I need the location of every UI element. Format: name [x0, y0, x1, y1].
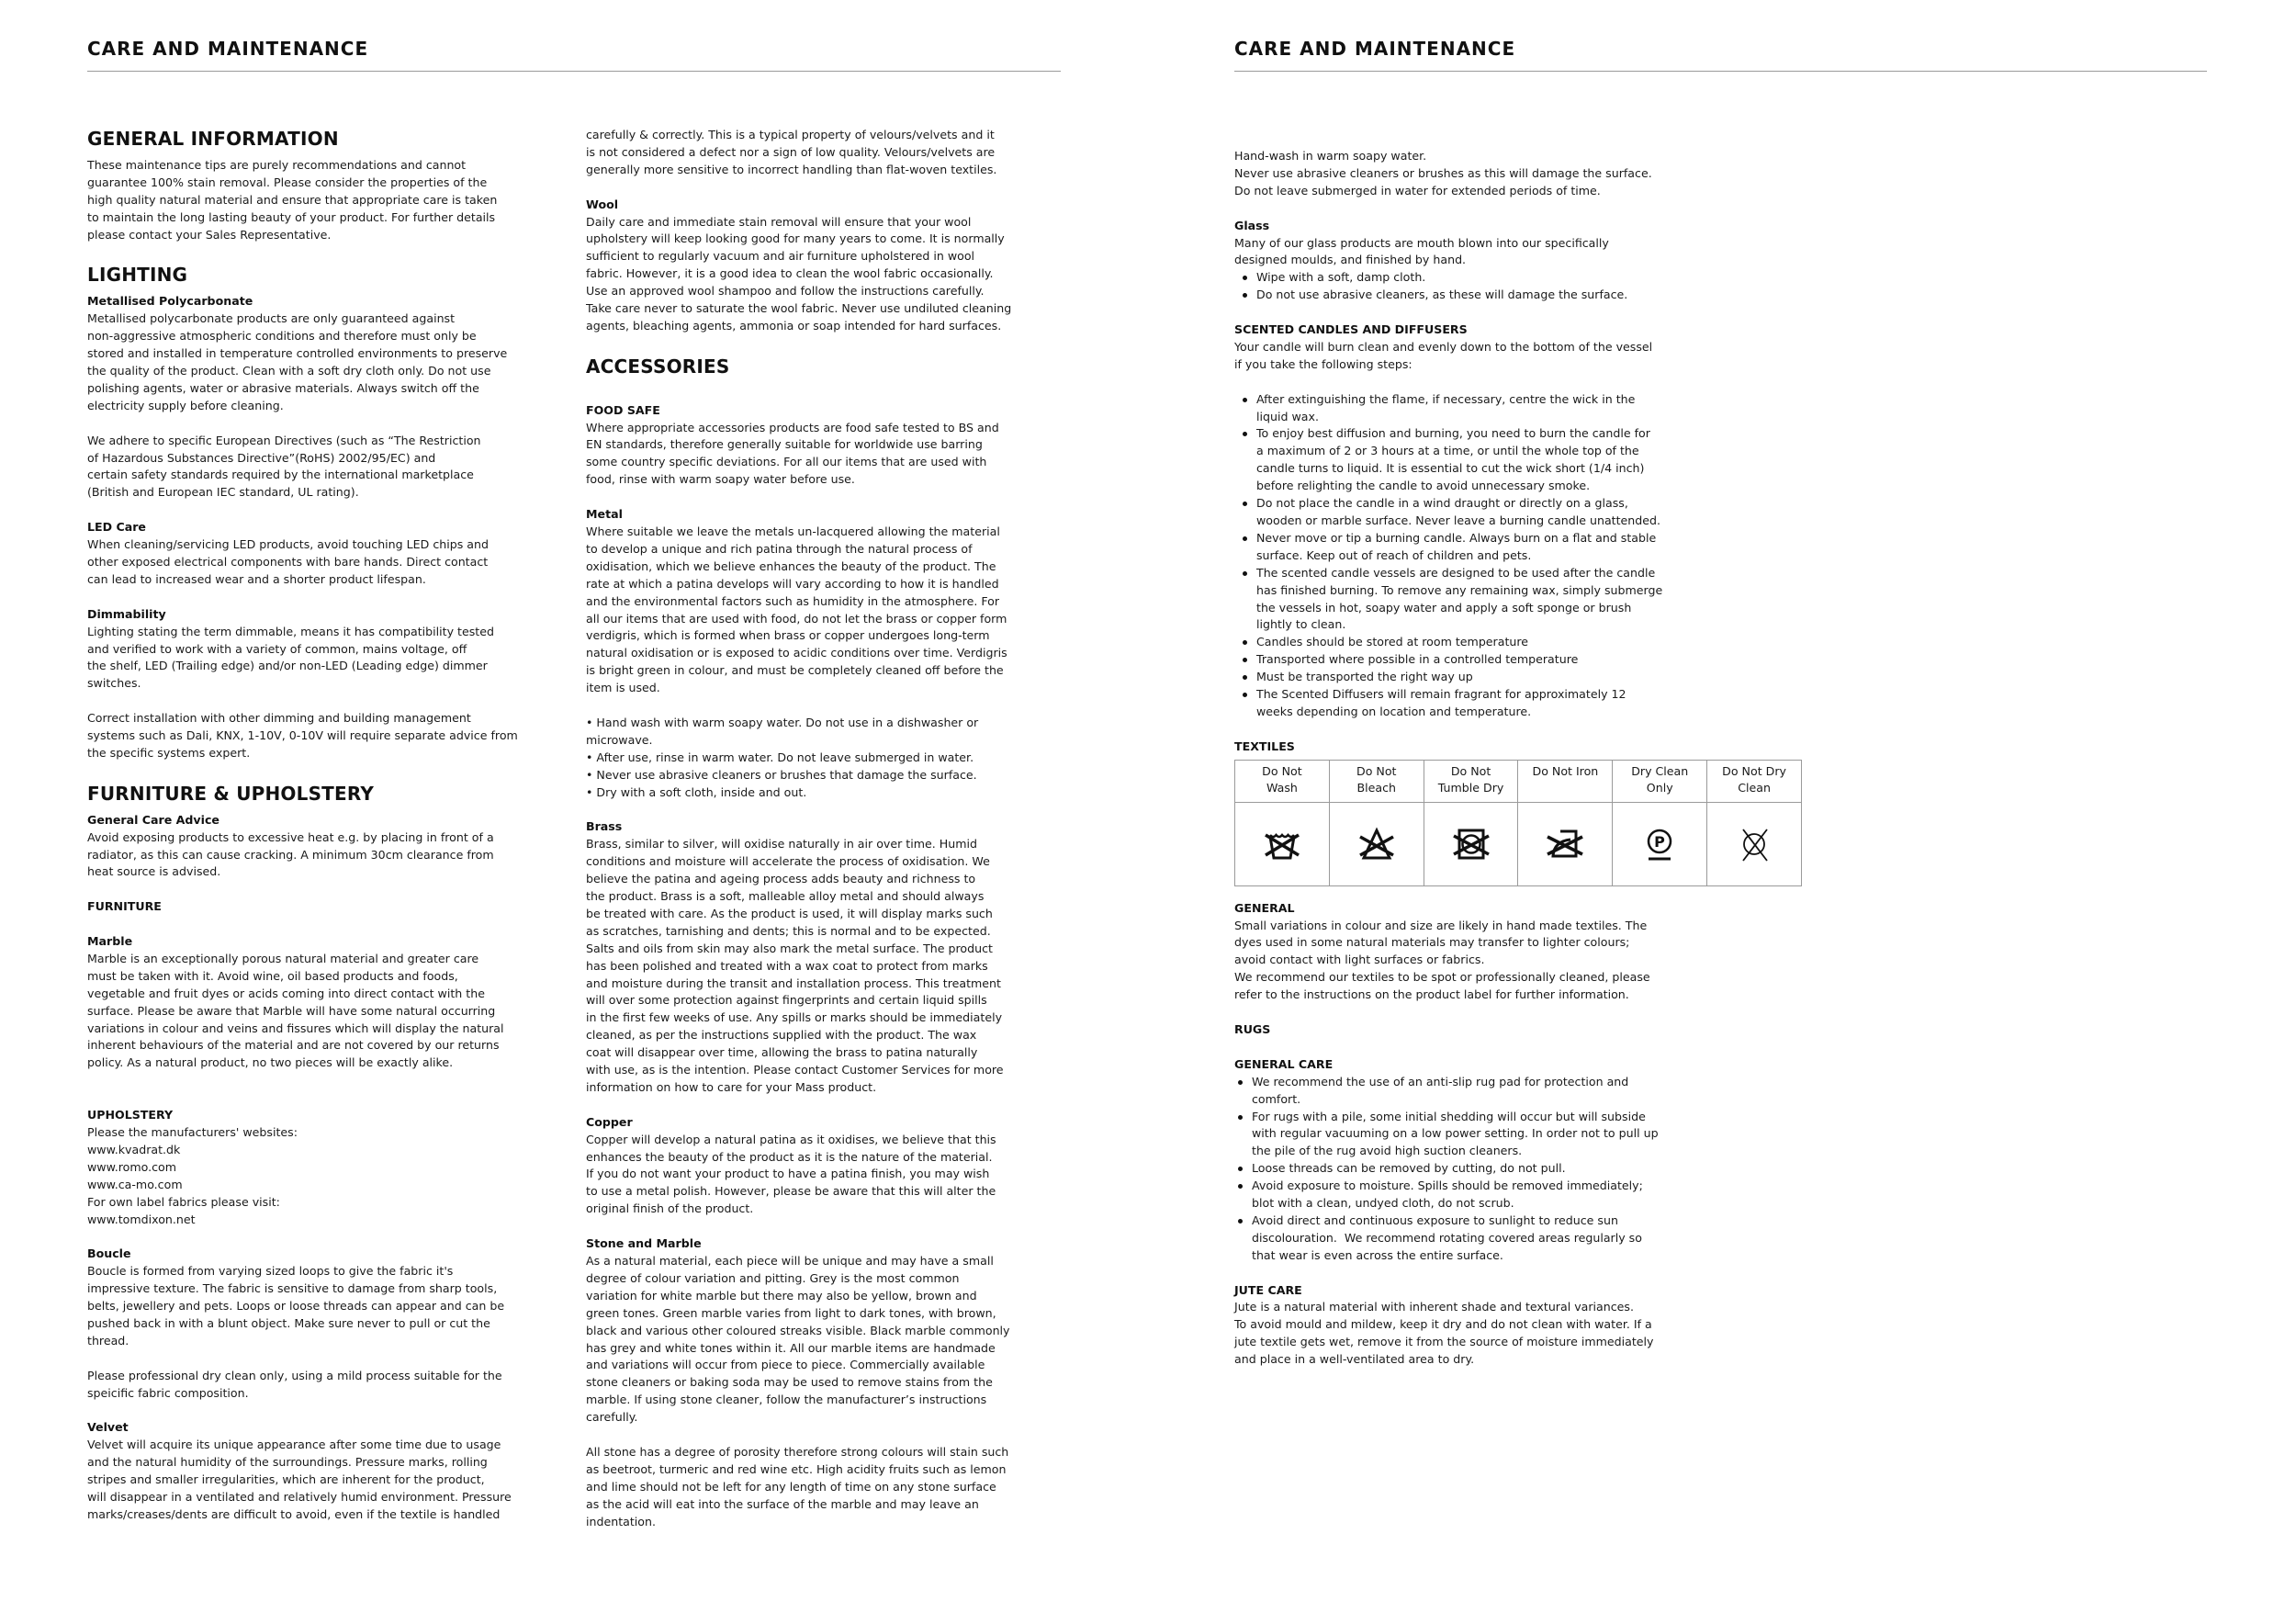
paragraph: All stone has a degree of porosity therefore strong colours will stain such as beetroot, turmeric and red wine etc. High acidity fruits such as lemon and lime should not be left for any length of time on any stone surface as the acid will eat into the surface of the marble and may leave an indentation. [586, 1444, 1009, 1528]
right-column [1234, 148, 1822, 1386]
spacer [87, 1089, 583, 1107]
bullet-icon [1238, 1167, 1243, 1171]
paragraph: Brass, similar to silver, will oxidise naturally in air over time. Humid conditions and moisture will accelerate the process of oxidisation. We believe the patina and ageing process adds beauty and richness to the product. Brass is a soft, malleable alloy metal and should always be treated with care. As the product is used, it will display marks such as scratches, tarnishing and dents; this is normal and to be expected. Salts and oils from skin may also mark the metal surface. The product has been polished and treated with a wax coat to protect from marks and moisture during the transit and installation process. This treatment will over some protection against fingerprints and certain liquid spills in the first few weeks of use. Any spills or marks should be immediately cleaned, as per the instructions supplied with the product. The wax coat will disappear over time, allowing the brass to patina naturally with use, as is the intention. Please contact Customer Services for more information on how to care for your Mass product. [586, 837, 1004, 1094]
header-divider [1234, 71, 2207, 72]
list-item [1234, 1109, 1822, 1161]
bullet-icon [1238, 1115, 1243, 1120]
subsection-heading: Metal [586, 507, 623, 522]
paragraph: Hand-wash in warm soapy water. Never use abrasive cleaners or brushes as this will damage the surface. Do not leave submerged in water for extended periods of time. [1234, 149, 1652, 197]
paragraph: Where suitable we leave the metals un-lacquered allowing the material to develop a unique and rich patina through the natural process of oxidisation, which we believe enhances the beauty of the product. The rate at which a patina develops will vary according to how it is handled and the environmental factors such as humidity in the atmosphere. For all our items that are used with food, do not let the brass or copper form verdigris, which is formed when brass or copper undergoes long-term natural oxidisation or is exposed to acidic conditions over time. Verdigris is bright green in colour, and must be completely cleaned off before the item is used. [586, 524, 1007, 695]
do-not-wash-icon [1235, 821, 1329, 867]
paragraph: These maintenance tips are purely recommendations and cannot guarantee 100% stain removal. Please consider the properties of the high quality natural material and ensure that appropriate care is taken to maintain the long lasting beauty of your product. For further details please contact your Sales Representative. [87, 158, 498, 242]
subsection-heading: Dimmability [87, 606, 166, 621]
section-heading: GENERAL INFORMATION [87, 128, 339, 150]
list-item-text: The Scented Diffusers will remain fragrant for approximately 12 weeks depending on location and temperature. [1256, 687, 1626, 718]
paragraph: Copper will develop a natural patina as it oxidises, we believe that this enhances the beauty of the product as it is the nature of the material. If you do not want your product to have a patina finish, you may wish to use a metal polish. However, please be aware that this will alter the original finish of the product. [586, 1132, 996, 1216]
list-item [1234, 651, 1822, 669]
list-item-text: Loose threads can be removed by cutting, do not pull. [1252, 1161, 1566, 1176]
paragraph: Please the manufacturers' websites: www.kvadrat.dk www.romo.com www.ca-mo.com For own label fabrics please visit: www.tomdixon.net [87, 1124, 298, 1226]
subsection-heading: Marble [87, 934, 133, 949]
spacer [1234, 1039, 1822, 1056]
bullet-icon [1243, 293, 1247, 298]
list-item [1234, 669, 1822, 686]
paragraph: Metallised polycarbonate products are only guaranteed against non-aggressive atmospheric conditions and therefore must only be stored and installed in temperature controlled environments to preserve the quality of the product. Clean with a soft dry cloth only. Do not use polishing agents, water or abrasive materials. Always switch off the electricity supply before cleaning. [87, 311, 508, 412]
bullet-list [1234, 391, 1822, 721]
subsection-heading: TEXTILES [1234, 739, 1295, 753]
paragraph: Daily care and immediate stain removal will ensure that your wool upholstery will keep looking good for many years to come. It is normally sufficient to regularly vacuum and air furniture upholstered in wool fabric. However, it is a good idea to clean the wool fabric occasionally. Use an approved wool shampoo and follow the instructions carefully. Take care never to saturate the wool fabric. Never use undiluted cleaning agents, bleaching agents, ammonia or soap intended for hard surfaces. [586, 214, 1012, 333]
subsection-heading: GENERAL CARE [1234, 1056, 1334, 1071]
care-label: Do Not Tumble Dry [1424, 760, 1518, 802]
paragraph: Correct installation with other dimming and building management systems such as Dali, KNX, 1-10V, 0-10V will require separate advice from the specific systems expert. [87, 711, 518, 760]
do-not-bleach-icon [1330, 821, 1424, 867]
bullet-icon [1238, 1080, 1243, 1085]
care-label: Dry Clean Only [1613, 760, 1707, 802]
svg-text:P: P [1654, 832, 1666, 851]
bullet-icon [1243, 398, 1247, 402]
list-item-text: Transported where possible in a controlled temperature [1256, 652, 1579, 667]
dry-clean-only-icon [1613, 821, 1706, 867]
care-symbols-table [1234, 760, 1802, 886]
list-item-text: Avoid direct and continuous exposure to sunlight to reduce sun discolouration. We recommend rotating covered areas regularly so that wear is even across the entire surface. [1252, 1212, 1642, 1262]
bullet-icon [1243, 276, 1247, 280]
page-header: CARE AND MAINTENANCE [1234, 38, 1516, 60]
paragraph: Your candle will burn clean and evenly down to the bottom of the vessel if you take the following steps: [1234, 339, 1653, 371]
list-item [1234, 425, 1822, 495]
paragraph: Where appropriate accessories products are food safe tested to BS and EN standards, therefore generally suitable for worldwide use barring some country specific deviations. For all our items that are used with food, rinse with warm soapy water before use. [586, 420, 999, 487]
section-heading: ACCESSORIES [586, 355, 730, 378]
list-item-text: Do not use abrasive cleaners, as these will damage the surface. [1256, 288, 1628, 302]
care-symbol-cell [1518, 802, 1613, 885]
paragraph: Please professional dry clean only, using a mild process suitable for the speicific fabric composition. [87, 1368, 502, 1400]
bullet-icon [1243, 640, 1247, 645]
list-item-text: Never move or tip a burning candle. Always burn on a flat and stable surface. Keep out of reach of children and pets. [1256, 530, 1657, 562]
bullet-icon [1238, 1219, 1243, 1224]
list-item-text: We recommend the use of an anti-slip rug pad for protection and comfort. [1252, 1074, 1629, 1106]
list-item-text: Wipe with a soft, damp cloth. [1256, 270, 1426, 285]
list-item-text: Avoid exposure to moisture. Spills should be removed immediately; blot with a clean, undyed cloth, do not scrub. [1252, 1179, 1643, 1211]
subsection-heading: SCENTED CANDLES AND DIFFUSERS [1234, 322, 1468, 337]
list-item [1234, 269, 1822, 287]
bullet-icon [1243, 536, 1247, 541]
subsection-heading: Copper [586, 1114, 633, 1129]
bullet-icon [1243, 658, 1247, 662]
list-item [1234, 1160, 1822, 1178]
spacer [586, 385, 1082, 402]
subsection-heading: Velvet [87, 1420, 129, 1435]
paragraph: carefully & correctly. This is a typical property of velours/velvets and it is not considered a defect nor a sign of low quality. Velours/velvets are generally more sensitive to incorrect handling than flat-woven textiles. [586, 128, 997, 176]
paragraph: When cleaning/servicing LED products, avoid touching LED chips and other exposed electrical components with bare hands. Direct contact can lead to increased wear and a shorter product lifespan. [87, 537, 489, 586]
page-header: CARE AND MAINTENANCE [87, 38, 369, 60]
care-label: Do Not Dry Clean [1707, 760, 1802, 802]
list-item-text: For rugs with a pile, some initial shedding will occur but will subside with regular vacuuming on a low power setting. In order not to pull up the pile of the rug avoid high suction cleaners. [1252, 1109, 1659, 1158]
subsection-heading: JUTE CARE [1234, 1282, 1302, 1297]
subsection-heading: RUGS [1234, 1021, 1271, 1036]
section-heading: LIGHTING [87, 264, 188, 287]
list-item [1234, 565, 1822, 635]
paragraph: We adhere to specific European Directives (such as “The Restriction of Hazardous Substances Directive”(RoHS) 2002/95/EC) and certain safety standards required by the international marketplace (British and European IEC standard, UL rating). [87, 433, 481, 500]
bullet-list [1234, 1074, 1822, 1265]
list-item-text: After extinguishing the flame, if necessary, centre the wick in the liquid wax. [1256, 391, 1636, 423]
care-symbol-cell [1424, 802, 1518, 885]
list-item [1234, 1178, 1822, 1212]
bullet-icon [1243, 432, 1247, 436]
paragraph: Marble is an exceptionally porous natural material and greater care must be taken with it. Avoid wine, oil based products and foods, vegetable and fruit dyes or acids coming into direct contact with the surface. Please be aware that Marble will have some natural occurring variations in colour and veins and fissures which will display the natural inherent behaviours of the material and are not covered by our returns policy. As a natural product, no two pieces will be exactly alike. [87, 951, 504, 1070]
list-item-text: To enjoy best diffusion and burning, you need to burn the candle for a maximum of 2 or 3 hours at a time, or until the whole top of the candle turns to liquid. It is essential to cut the wick short (1/4 inch) before relighting the candle to avoid unnecessary smoke. [1256, 426, 1650, 493]
paragraph: Lighting stating the term dimmable, means it has compatibility tested and verified to work with a variety of common, mains voltage, off the shelf, LED (Trailing edge) and/or non-LED (Leading edge) dimmer switches. [87, 624, 494, 691]
list-item [1234, 686, 1822, 721]
do-not-tumble-dry-icon [1424, 821, 1518, 867]
list-item-text: Candles should be stored at room temperature [1256, 635, 1529, 649]
bullet-icon [1238, 1184, 1243, 1189]
do-not-iron-icon [1518, 821, 1612, 867]
list-item [1234, 530, 1822, 565]
paragraph: Velvet will acquire its unique appearance after some time due to usage and the natural humidity of the surroundings. Pressure marks, rolling stripes and smaller irregularities, which are inherent for the product, will disappear in a ventilated and relatively humid environment. Pressure marks/creases/dents are difficult to avoid, even if the textile is handled [87, 1438, 512, 1521]
care-icons-row [1235, 802, 1802, 885]
subsection-heading: Boucle [87, 1246, 131, 1261]
care-label: Do Not Bleach [1329, 760, 1424, 802]
list-item-text: The scented candle vessels are designed to be used after the candle has finished burning. To remove any remaining wax, simply submerge the vessels in hot, soapy water and apply a soft sponge or brush lightly to clean. [1256, 565, 1663, 632]
paragraph: As a natural material, each piece will be unique and may have a small degree of colour variation and pitting. Grey is the most common variation for white marble but there may also be yellow, brown and green tones. Green marble varies from light to dark tones, with brown, black and various other coloured streaks visible. Black marble commonly has grey and white tones within it. All our marble items are handmade and variations will occur from piece to piece. Commercially available stone cleaners or baking soda may be used to remove stains from the marble. If using stone cleaner, follow the manufacturer’s instructions carefully. [586, 1253, 1010, 1425]
bullet-list [1234, 269, 1822, 304]
paragraph: Jute is a natural material with inherent shade and textural variances. To avoid mould and mildew, keep it dry and do not clean with water. If a jute textile gets wet, remove it from the source of moisture immediately and place in a well-ventilated area to dry. [1234, 1300, 1654, 1367]
paragraph: Small variations in colour and size are likely in hand made textiles. The dyes used in some natural materials may transfer to lighter colours; avoid contact with light surfaces or fabrics. We recommend our textiles to be spot or professionally cleaned, please refer to the instructions on the product label for further information. [1234, 918, 1650, 1002]
list-item [1234, 391, 1822, 426]
bullet-icon [1243, 502, 1247, 506]
subsection-heading: Brass [586, 819, 623, 834]
care-symbol-cell [1707, 802, 1802, 885]
paragraph: Many of our glass products are mouth blown into our specifically designed moulds, and finished by hand. [1234, 235, 1609, 267]
middle-column [586, 127, 1082, 1548]
care-labels-row [1235, 760, 1802, 802]
subsection-heading: Metallised Polycarbonate [87, 294, 253, 309]
care-label: Do Not Iron [1518, 760, 1613, 802]
paragraph: • Hand wash with warm soapy water. Do not use in a dishwasher or microwave. • After use, rinse in warm water. Do not leave submerged in water. • Never use abrasive cleaners or brushes that damage the surface. • Dry with a soft cloth, inside and out. [586, 715, 979, 799]
subsection-heading: UPHOLSTERY [87, 1108, 174, 1122]
care-label: Do Not Wash [1235, 760, 1330, 802]
header-divider [87, 71, 1061, 72]
bullet-icon [1243, 571, 1247, 576]
subsection-heading: General Care Advice [87, 812, 219, 827]
list-item-text: Must be transported the right way up [1256, 670, 1473, 684]
bullet-icon [1243, 675, 1247, 680]
subsection-heading: FURNITURE [87, 899, 162, 914]
paragraph: Avoid exposing products to excessive heat e.g. by placing in front of a radiator, as this can cause cracking. A minimum 30cm clearance from heat source is advised. [87, 829, 494, 879]
list-item [1234, 287, 1822, 304]
subsection-heading: Glass [1234, 218, 1270, 232]
subsection-heading: FOOD SAFE [586, 402, 660, 417]
spacer [87, 916, 583, 933]
section-heading: FURNITURE & UPHOLSTERY [87, 782, 375, 805]
subsection-heading: GENERAL [1234, 900, 1295, 915]
paragraph: Boucle is formed from varying sized loops to give the fabric it's impressive texture. The fabric is sensitive to damage from sharp tools, belts, jewellery and pets. Loops or loose threads can appear and can be pushed back in with a blunt object. Make sure never to pull or cut the thread. [87, 1264, 505, 1348]
care-symbol-cell [1613, 802, 1707, 885]
care-symbol-cell [1235, 802, 1330, 885]
list-item [1234, 1212, 1822, 1265]
list-item-text: Do not place the candle in a wind draught or directly on a glass, wooden or marble surface. Never leave a burning candle unattended. [1256, 496, 1661, 527]
care-symbol-cell [1329, 802, 1424, 885]
subsection-heading: Stone and Marble [586, 1236, 702, 1251]
subsection-heading: Wool [586, 197, 619, 211]
bullet-icon [1243, 693, 1247, 697]
list-item [1234, 634, 1822, 651]
left-column [87, 119, 583, 1541]
do-not-dry-clean-icon [1707, 821, 1801, 867]
subsection-heading: LED Care [87, 520, 146, 535]
list-item [1234, 1074, 1822, 1109]
list-item [1234, 495, 1822, 530]
